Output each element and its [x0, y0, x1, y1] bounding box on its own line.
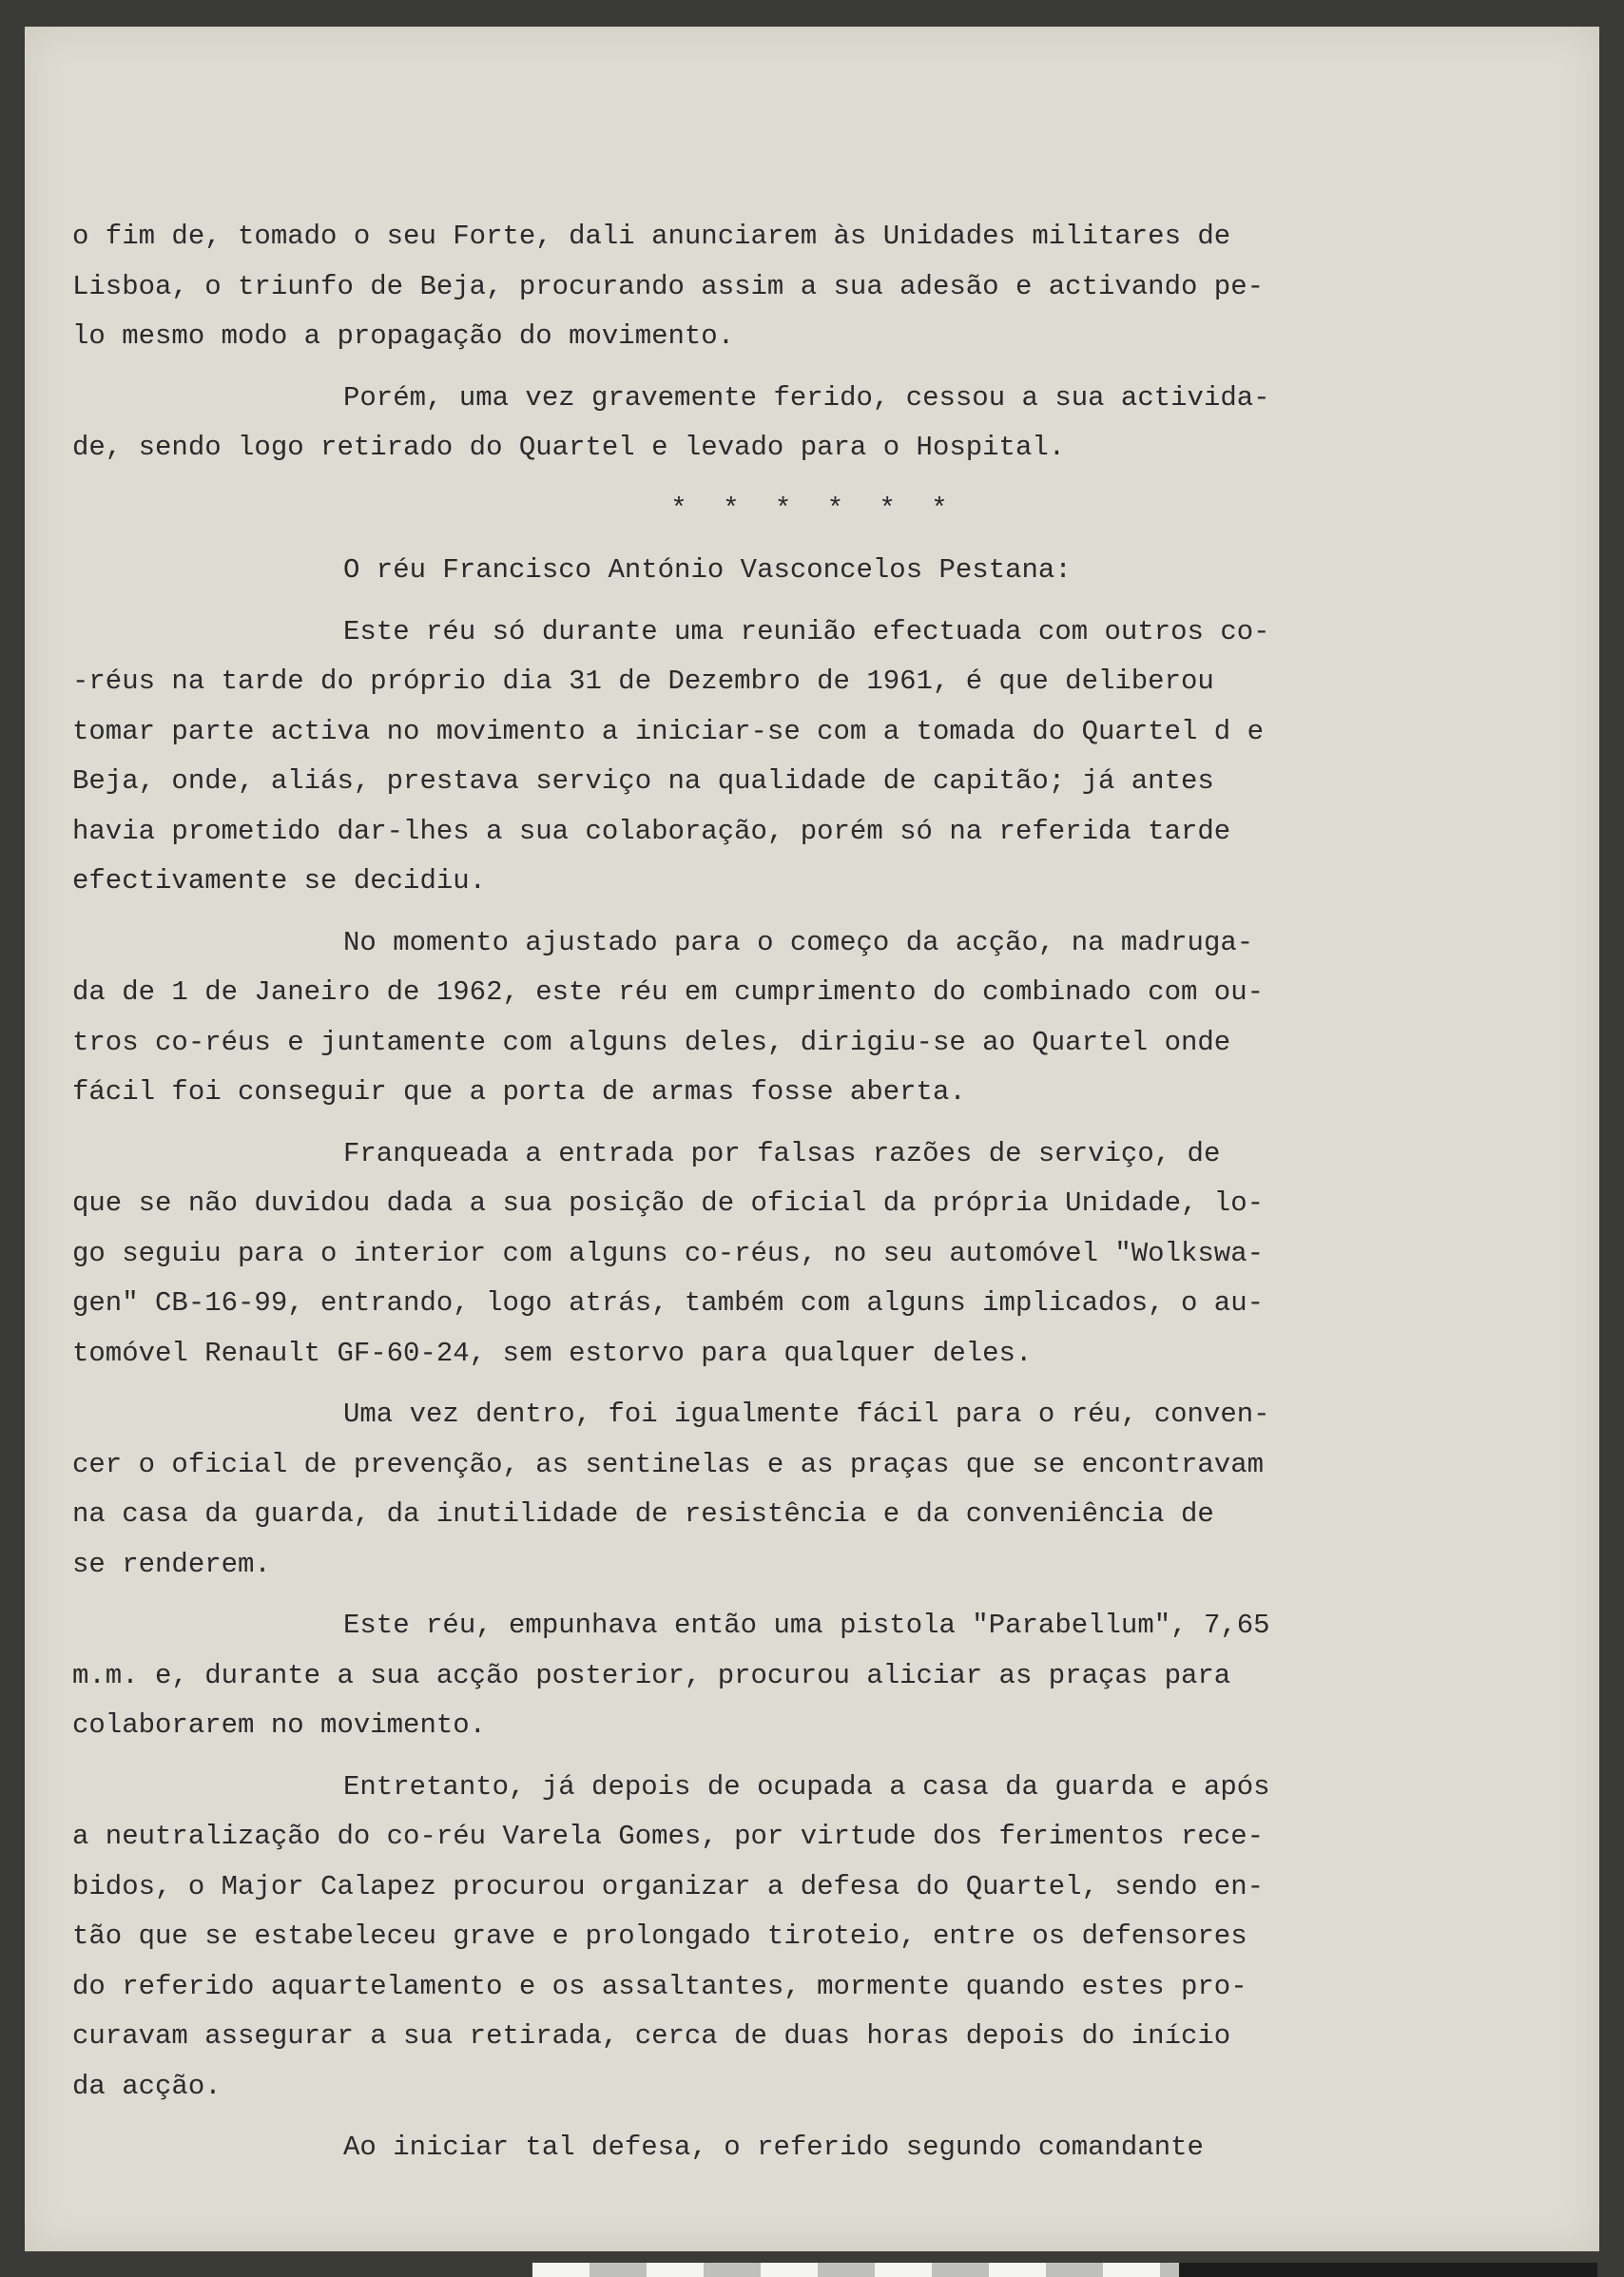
document-page: [25, 27, 1599, 2251]
text-line: Uma vez dentro, foi igualmente fácil para o réu, conven-: [343, 1399, 1270, 1430]
text-line: tomóvel Renault GF-60-24, sem estorvo para qualquer deles.: [72, 1337, 1033, 1369]
text-line: de, sendo logo retirado do Quartel e levado para o Hospital.: [72, 432, 1066, 463]
text-line: Franqueada a entrada por falsas razões de serviço, de: [343, 1137, 1221, 1169]
text-line: efectivamente se decidiu.: [72, 865, 487, 897]
text-line: m.m. e, durante a sua acção posterior, procurou aliciar as praças para: [72, 1659, 1231, 1691]
text-line: Entretanto, já depois de ocupada a casa da guarda e após: [343, 1770, 1270, 1803]
text-line: a neutralização do co-réu Varela Gomes, por virtude dos ferimentos rece-: [72, 1821, 1265, 1852]
text-line: tão que se estabeleceu grave e prolongado tiroteio, entre os defensores: [72, 1920, 1247, 1952]
scan-color-strip: [532, 2263, 1597, 2277]
text-line: Lisboa, o triunfo de Beja, procurando assim a sua adesão e activando pe-: [72, 270, 1265, 302]
text-line: da de 1 de Janeiro de 1962, este réu em cumprimento do combinado com ou-: [72, 976, 1265, 1008]
text-line: tros co-réus e juntamente com alguns deles, dirigiu-se ao Quartel onde: [72, 1026, 1231, 1058]
paragraph: [72, 608, 1346, 907]
text-line: fácil foi conseguir que a porta de armas fosse aberta.: [72, 1076, 966, 1108]
text-line: O réu Francisco António Vasconcelos Pestana:: [343, 554, 1072, 586]
paragraph: [72, 1763, 1346, 2113]
text-line: No momento ajustado para o começo da acção, na madruga-: [343, 926, 1254, 958]
paragraph: [72, 1129, 1346, 1380]
text-line: gen" CB-16-99, entrando, logo atrás, também com alguns implicados, o au-: [72, 1287, 1265, 1319]
text-line: -réus na tarde do próprio dia 31 de Dezembro de 1961, é que deliberou: [72, 666, 1214, 697]
paragraph: [72, 212, 1346, 362]
text-line: go seguiu para o interior com alguns co-réus, no seu automóvel "Wolkswa-: [72, 1237, 1265, 1269]
text-line: da acção.: [72, 2070, 222, 2102]
text-line: Porém, uma vez gravemente ferido, cessou a sua activida-: [343, 381, 1270, 414]
paragraph: [72, 1390, 1346, 1590]
text-line: Este réu só durante uma reunião efectuada com outros co-: [343, 615, 1270, 647]
typed-text-body: [72, 212, 1346, 2185]
section-separator: * * * * * *: [670, 492, 957, 525]
paragraph: [72, 2123, 1346, 2173]
text-line: havia prometido dar-lhes a sua colaboração, porém só na referida tarde: [72, 815, 1231, 847]
section-heading: [72, 546, 1346, 596]
scan-strip-dark-block: [1179, 2263, 1597, 2277]
text-line: do referido aquartelamento e os assaltantes, mormente quando estes pro-: [72, 1970, 1247, 2002]
text-line: Este réu, empunhava então uma pistola "Parabellum", 7,65: [343, 1610, 1270, 1641]
text-line: se renderem.: [72, 1548, 271, 1580]
text-line: que se não duvidou dada a sua posição de oficial da própria Unidade, lo-: [72, 1187, 1265, 1219]
text-line: lo mesmo modo a propagação do movimento.: [72, 320, 735, 352]
text-line: o fim de, tomado o seu Forte, dali anunciarem às Unidades militares de: [72, 221, 1231, 252]
paragraph: [72, 918, 1346, 1118]
text-line: curavam assegurar a sua retirada, cerca de duas horas depois do início: [72, 2020, 1231, 2052]
text-line: tomar parte activa no movimento a iniciar-se com a tomada do Quartel d e: [72, 715, 1265, 747]
text-line: bidos, o Major Calapez procurou organizar a defesa do Quartel, sendo en-: [72, 1870, 1265, 1902]
paragraph: [72, 1601, 1346, 1751]
text-line: cer o oficial de prevenção, as sentinelas e as praças que se encontravam: [72, 1448, 1265, 1480]
text-line: Ao iniciar tal defesa, o referido segundo comandante: [343, 2132, 1204, 2163]
text-line: Beja, onde, aliás, prestava serviço na qualidade de capitão; já antes: [72, 765, 1214, 797]
text-line: colaborarem no movimento.: [72, 1709, 487, 1741]
paragraph: [72, 374, 1346, 473]
text-line: na casa da guarda, da inutilidade de resistência e da conveniência de: [72, 1498, 1214, 1530]
